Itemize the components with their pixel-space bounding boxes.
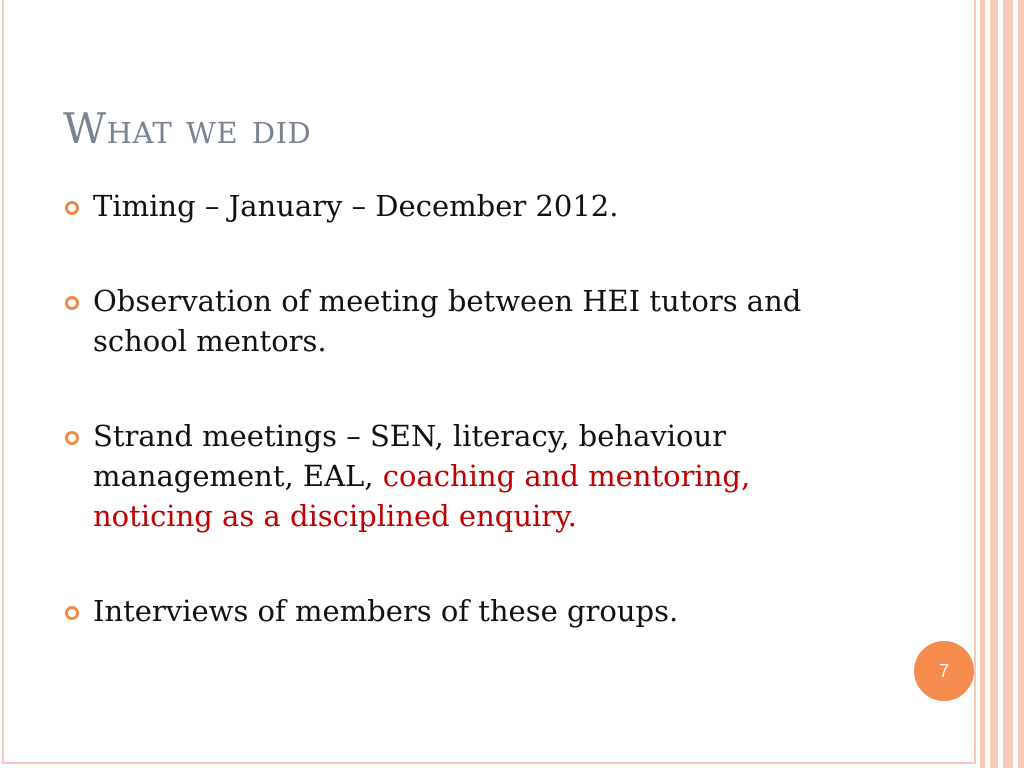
bullet-item <box>63 416 863 536</box>
stripe-1 <box>980 0 985 768</box>
ring-bullet-icon <box>65 201 79 215</box>
page-number-badge: 7 <box>914 641 974 701</box>
bullet-emphasis-text: coaching and mentoring, noticing as a disciplined enquiry. <box>93 459 751 533</box>
bullet-text: Interviews of members of these groups. <box>93 594 679 628</box>
ring-bullet-icon <box>65 296 79 310</box>
bullet-item <box>63 591 863 631</box>
bullet-text: Observation of meeting between HEI tutors and school mentors. <box>93 284 802 358</box>
stripe-4 <box>1018 0 1024 768</box>
bullet-list <box>63 186 863 631</box>
bullet-item <box>63 186 863 226</box>
bullet-text: Strand meetings – SEN, literacy, behaviour management, EAL, <box>93 419 727 493</box>
decorative-stripes <box>976 0 1024 768</box>
bullet-text: Timing – January – December 2012. <box>93 189 619 223</box>
stripe-2 <box>990 0 998 768</box>
bullet-item <box>63 281 863 361</box>
stripe-3 <box>1003 0 1013 768</box>
slide-title: What we did <box>63 104 312 153</box>
ring-bullet-icon <box>65 606 79 620</box>
ring-bullet-icon <box>65 431 79 445</box>
